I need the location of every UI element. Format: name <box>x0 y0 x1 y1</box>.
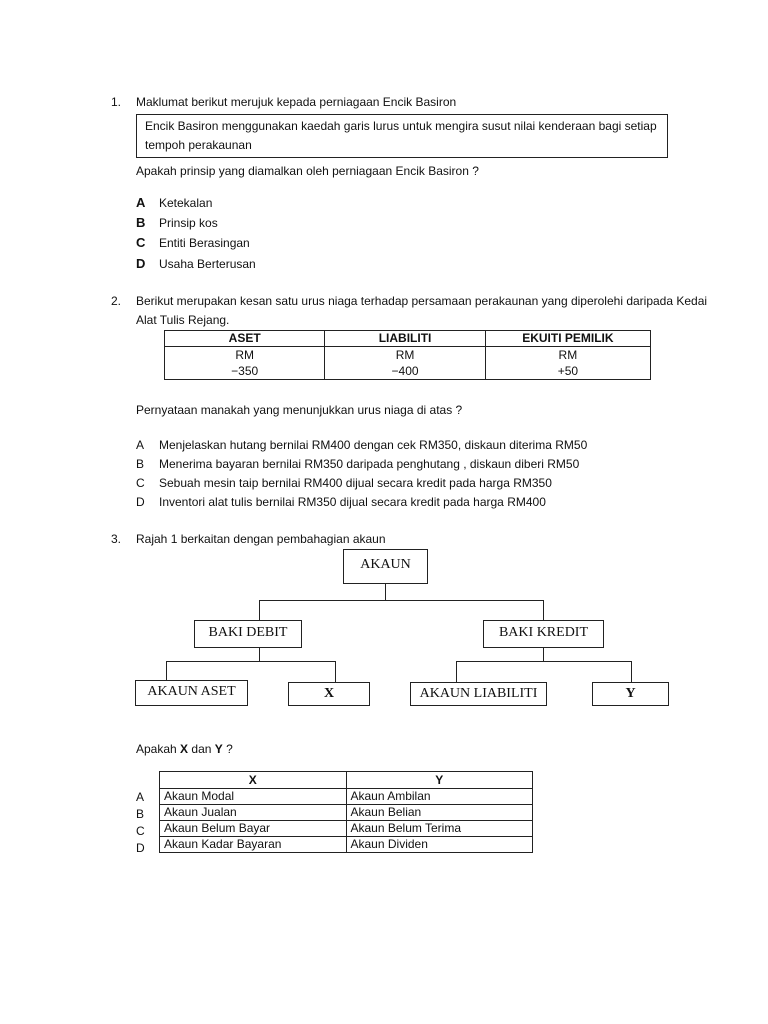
connector <box>259 648 260 662</box>
connector <box>335 661 336 682</box>
table-cell-y: Akaun Belian <box>346 805 533 821</box>
table-header-liabiliti: LIABILITI <box>325 331 485 347</box>
q1-option-c-letter[interactable]: C <box>136 235 146 250</box>
q2-option-c-text[interactable]: Sebuah mesin taip bernilai RM400 dijual secara kredit pada harga RM350 <box>159 476 552 490</box>
diagram-node-root: AKAUN <box>343 549 428 584</box>
unit-label: RM <box>395 348 415 362</box>
table-cell-x: Akaun Modal <box>160 789 347 805</box>
q1-number: 1. <box>111 95 122 109</box>
q2-option-b-text[interactable]: Menerima bayaran bernilai RM350 daripada penghutang , diskaun diberi RM50 <box>159 457 580 471</box>
q3-question-suffix: ? <box>222 742 233 756</box>
table-row <box>165 347 651 380</box>
table-cell-liabiliti <box>325 347 485 380</box>
connector <box>166 661 335 662</box>
q3-question <box>136 742 233 756</box>
table-cell-y: Akaun Ambilan <box>346 789 533 805</box>
connector <box>631 661 632 682</box>
table-header-y: Y <box>346 772 533 789</box>
connector <box>166 661 167 680</box>
q3-option-b-letter[interactable]: B <box>136 807 145 821</box>
q2-option-c-letter[interactable]: C <box>136 476 145 490</box>
q2-option-a-text[interactable]: Menjelaskan hutang bernilai RM400 dengan cek RM350, diskaun diterima RM50 <box>159 438 588 452</box>
q2-option-d-text[interactable]: Inventori alat tulis bernilai RM350 dijual secara kredit pada harga RM400 <box>159 495 546 509</box>
q3-number: 3. <box>111 532 122 546</box>
q1-box-line2: tempoh perakaunan <box>145 138 252 152</box>
table-row[interactable] <box>160 837 533 853</box>
table-cell-x: Akaun Jualan <box>160 805 347 821</box>
diagram-node-akaun-aset: AKAUN ASET <box>135 680 248 706</box>
table-cell-x: Akaun Belum Bayar <box>160 821 347 837</box>
diagram-node-y: Y <box>592 682 669 706</box>
table-cell-y: Akaun Dividen <box>346 837 533 853</box>
q1-box-line1: Encik Basiron menggunakan kaedah garis lurus untuk mengira susut nilai kenderaan bagi setiap <box>145 119 657 133</box>
q3-question-prefix: Apakah <box>136 742 181 756</box>
q3-option-d-letter[interactable]: D <box>136 841 145 855</box>
q2-option-a-letter[interactable]: A <box>136 438 145 452</box>
q1-option-c-text[interactable]: Entiti Berasingan <box>159 236 250 250</box>
q1-option-b-letter[interactable]: B <box>136 215 146 230</box>
q2-option-d-letter[interactable]: D <box>136 495 145 509</box>
value-label: +50 <box>557 364 579 378</box>
q2-intro-line1: Berikut merupakan kesan satu urus niaga terhadap persamaan perakaunan yang diperolehi daripada Kedai <box>136 294 708 308</box>
q1-option-a-letter[interactable]: A <box>136 195 146 210</box>
q1-question: Apakah prinsip yang diamalkan oleh perniagaan Encik Basiron ? <box>136 164 479 178</box>
q1-option-d-letter[interactable]: D <box>136 256 146 271</box>
connector <box>543 600 544 621</box>
connector <box>456 661 457 682</box>
q3-option-a-letter[interactable]: A <box>136 790 145 804</box>
table-cell-ekuiti <box>485 347 650 380</box>
table-header-aset: ASET <box>165 331 325 347</box>
connector <box>385 584 386 601</box>
diagram-node-baki-kredit: BAKI KREDIT <box>483 620 604 648</box>
table-cell-x: Akaun Kadar Bayaran <box>160 837 347 853</box>
q3-question-mid: dan <box>188 742 215 756</box>
table-row[interactable] <box>160 805 533 821</box>
table-row[interactable] <box>160 789 533 805</box>
unit-label: RM <box>558 348 578 362</box>
table-header-ekuiti: EKUITI PEMILIK <box>485 331 650 347</box>
connector <box>259 600 543 601</box>
q3-question-x: X <box>180 742 189 756</box>
table-row[interactable] <box>160 821 533 837</box>
q1-option-b-text[interactable]: Prinsip kos <box>159 216 218 230</box>
connector <box>259 600 260 621</box>
q2-intro-line2: Alat Tulis Rejang. <box>136 313 230 327</box>
table-header-row <box>165 331 651 347</box>
table-cell-aset <box>165 347 325 380</box>
table-header-x: X <box>160 772 347 789</box>
q1-intro: Maklumat berikut merujuk kepada perniagaan Encik Basiron <box>136 95 457 109</box>
q3-question-y: Y <box>214 742 223 756</box>
q2-question: Pernyataan manakah yang menunjukkan urus niaga di atas ? <box>136 403 463 417</box>
table-header-row <box>160 772 533 789</box>
q3-answer-table <box>159 771 533 853</box>
q3-intro: Rajah 1 berkaitan dengan pembahagian akaun <box>136 532 386 546</box>
unit-label: RM <box>235 348 255 362</box>
value-label: −400 <box>391 364 419 378</box>
q1-option-d-text[interactable]: Usaha Berterusan <box>159 257 256 271</box>
value-label: −350 <box>231 364 259 378</box>
connector <box>543 648 544 662</box>
table-cell-y: Akaun Belum Terima <box>346 821 533 837</box>
q2-number: 2. <box>111 294 122 308</box>
q2-equation-table <box>164 330 651 380</box>
q3-option-c-letter[interactable]: C <box>136 824 145 838</box>
q1-option-a-text[interactable]: Ketekalan <box>159 196 213 210</box>
q2-option-b-letter[interactable]: B <box>136 457 145 471</box>
connector <box>456 661 631 662</box>
q1-info-box <box>136 114 668 158</box>
diagram-node-akaun-liabiliti: AKAUN LIABILITI <box>410 682 547 706</box>
diagram-node-baki-debit: BAKI DEBIT <box>194 620 302 648</box>
diagram-node-x: X <box>288 682 370 706</box>
